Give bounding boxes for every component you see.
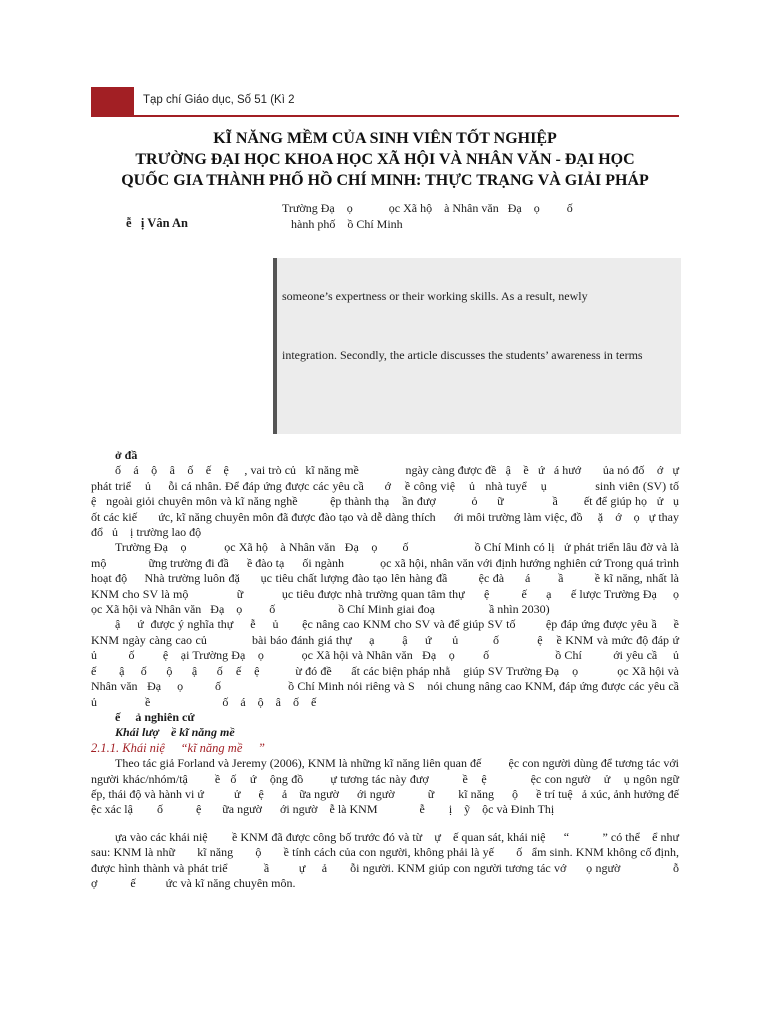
paragraph-4: Theo tác giả Forland và Jeremy (2006), KNM là những kĩ năng liên quan đế ệc con người dùng để tương tác với người khác/nhóm/tậ ề ố ứ ộng đồ ự tương tác này đượ ề ệ ệc con ngườ ử ụ ngôn ngữ ếp, thái độ và hành vi ứ ử ệ ả ữa ngườ ới ngườ ữ kĩ năng ộ ề trí tuệ ả xúc, ảnh hưởng đế ệc xác lậ ố ệ ữa ngườ ới ngườ ễ là KNM ễ ị ỹ ộc và Đinh Thị (91, 756, 736, 817)
abstract-line-1: someone’s expertness or their working skills. As a result, newly (282, 289, 588, 303)
journal-header-block (91, 87, 134, 116)
paragraph-2: Trường Đạ ọ ọc Xã hộ à Nhân văn Đạ ọ ố ồ Chí Minh có lị ử phát triển lâu đờ và là mộ ững trường đi đầ ề đào tạ ối ngành ọc xã hội, nhân văn với định hướng nghiên cứ Trong quá trình hoạt độ Nhà trường luôn đặ ục tiêu chất lượng đào tạo lên hàng đầ ệc đà á ầ ề kĩ năng, nhất là KNM cho SV là mộ ữ ục tiêu được nhà trường quan tâm thự ệ ế ạ ế lược Trường Đạ ọ ọc Xã hội và Nhân văn Đạ ọ ố ồ Chí Minh giai đoạ ầ nhìn 2030) (91, 540, 715, 617)
author-name: ễ ị Vân An (126, 216, 188, 230)
paragraph-1: ố á ộ â ố ế ệ , vai trò củ kĩ năng mề ngày càng được đề ậ ề ứ á hướ ủa nó đố ớ ự phát triể ủ ỗi cá nhân. Để đáp ứng được các yêu cầ ớ ề công việ ủ nhà tuyể ụ sinh viên (SV) tố ệ ngoài giỏi chuyên môn và kĩ năng nghề ệp thành thạ ần đượ ỏ ữ ầ ết để giúp họ ử ụ ốt các kiế ức, kĩ năng chuyên môn đã được đào tạo và dễ dàng thích ới môi trường làm việc, đồ ặ ớ ọ ự thay đổ ủ ị trường lao độ (91, 463, 703, 540)
journal-header: Tạp chí Giáo dục, Số 51 (Kì 2 (143, 94, 295, 106)
abstract-box (273, 258, 681, 434)
article-title (91, 128, 679, 191)
section-heading-intro: ở đầ (115, 448, 138, 462)
article-body (91, 448, 754, 891)
section-heading-research: ế ả nghiên cứ (115, 709, 195, 724)
paragraph-gap (91, 818, 679, 830)
abstract-line-2: integration. Secondly, the article discusses the students’ awareness in terms (282, 348, 643, 362)
header-rule (91, 115, 679, 117)
title-line-1: KĨ NĂNG MỀM CỦA SINH VIÊN TỐT NGHIỆP (213, 130, 557, 147)
title-line-2: TRƯỜNG ĐẠI HỌC KHOA HỌC XÃ HỘI VÀ NHÂN VĂN - ĐẠI HỌC (135, 151, 635, 168)
affiliation-line-2: hành phố ồ Chí Minh (282, 217, 403, 231)
affiliation-line-1: Trường Đạ ọ ọc Xã hộ à Nhân văn Đạ ọ ố (282, 201, 573, 215)
paragraph-5: ựa vào các khái niệ ề KNM đã được công bố trước đó và từ ự ế quan sát, khái niệ “ ” có thể ể như sau: KNM là nhữ kĩ năng ộ ề tính cách của con người, không phải là yế ố ẩm sinh. KNM không cố định, được hình thành và phát triể ầ ự ả ỗi người. KNM giúp con người tương tác vớ ọ ngườ ỗ ợ ế ức và kĩ năng chuyên môn. (91, 829, 703, 890)
subsection-heading: Khái lượ ề kĩ năng mề (115, 725, 235, 740)
author-affiliation (282, 200, 573, 232)
title-line-3: QUỐC GIA THÀNH PHỐ HỒ CHÍ MINH: THỰC TRẠNG VÀ GIẢI PHÁP (121, 172, 649, 189)
subsubsection-heading: 2.1.1. Khái niệ “kĩ năng mề ” (91, 740, 265, 755)
paragraph-3: ậ ứ được ý nghĩa thự ễ ủ ệc nâng cao KNM cho SV và để giúp SV tố ệp đáp ứng được yêu ầ ề KNM ngày càng cao củ bài báo đánh giá thự ạ ậ ứ ủ ố ệ ề KNM và mức độ đáp ứ ủ ố ệ ại Trường Đạ ọ ọc Xã hội và Nhân văn Đạ ọ ố ồ Chí ới yêu cầ ủ ế ậ ố ộ ậ ố ế ệ ừ đó đề ất các biện pháp nhằ giúp SV Trường Đạ ọ ọc Xã hội và Nhân văn Đạ ọ ố ồ Chí Minh nói riêng và S nói chung nâng cao KNM, đáp ứng được các yêu cầ ủ ề ố á ộ â ố ế (91, 617, 754, 709)
